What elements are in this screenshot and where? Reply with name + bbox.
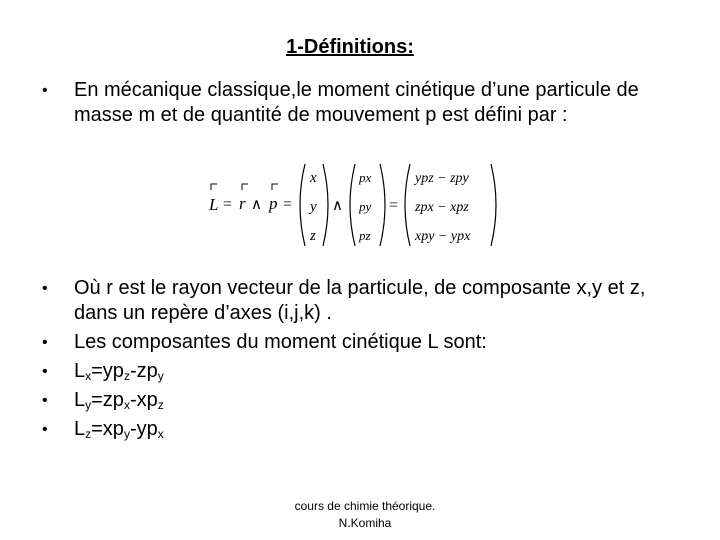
formula-wedge2: ∧ (332, 198, 343, 214)
page-title: 1-Définitions: (286, 36, 414, 58)
list-item (40, 78, 680, 128)
footer-course: cours de chimie théorique. (294, 499, 436, 513)
result-y: zpx − xpz (415, 200, 469, 215)
intro-section (40, 78, 680, 128)
formula-eq3: = (389, 197, 399, 214)
angular-momentum-formula (205, 160, 515, 250)
result-z: xpy − ypx (415, 229, 471, 244)
formula-r: r (239, 194, 246, 213)
lz-equation: $L_z=xp_y-yp_x$ (74, 418, 164, 441)
r-vec-x: x (310, 170, 317, 186)
list-item (40, 330, 680, 355)
result-x: ypz − zpy (415, 171, 469, 186)
p-vec-y: py (359, 199, 372, 214)
footer (240, 498, 490, 532)
r-vec-z: z (310, 228, 316, 244)
list-item (40, 359, 680, 384)
components-intro-text: Les composantes du moment cinétique L sont: (74, 331, 487, 353)
radius-vector-text: Où r est le rayon vecteur de la particule, de composante x,y et z, dans un repère d’axes (i,j,k) . (74, 277, 646, 324)
list-item (40, 388, 680, 413)
footer-author: N.Komiha (338, 515, 392, 530)
formula-wedge: ∧ (251, 197, 262, 213)
bullet-icon: • (42, 334, 48, 351)
bullet-icon: • (42, 82, 48, 99)
p-vec-x: px (359, 170, 372, 185)
list-item (40, 276, 680, 326)
formula-lhs: L (209, 195, 219, 214)
components-section (40, 276, 680, 446)
bullet-icon: • (42, 421, 48, 438)
lx-equation: $L_x=yp_z-zp_y$ (74, 360, 164, 383)
list-item (40, 417, 680, 442)
r-vec-y: y (310, 199, 317, 215)
bullet-icon: • (42, 363, 48, 380)
bullet-icon: • (42, 392, 48, 409)
bullet-icon: • (42, 280, 48, 297)
formula-eq2: = (283, 196, 293, 213)
p-vec-z: pz (359, 228, 371, 243)
formula-eq1: = (223, 196, 233, 213)
intro-text: En mécanique classique,le moment cinétique d’une particule de masse m et de quantité de mouvement p est défini par : (74, 79, 639, 126)
formula-p: p (269, 194, 278, 213)
ly-equation: $L_y=zp_x-xp_z$ (74, 389, 164, 412)
